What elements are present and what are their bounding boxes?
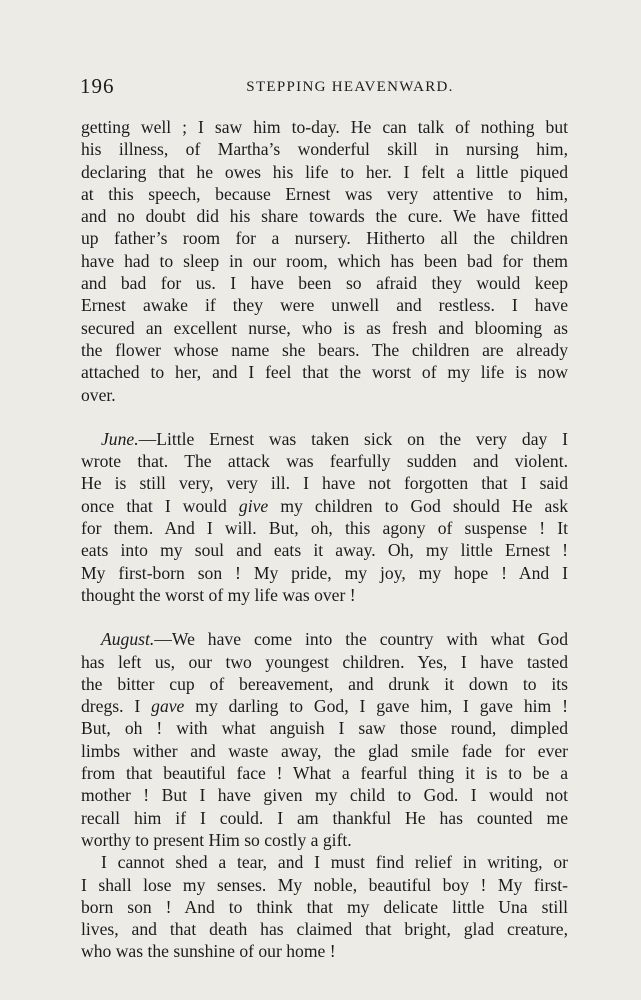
emphasis-give: give [238, 495, 269, 516]
paragraph-gap [81, 406, 568, 428]
text-line: I cannot shed a tear, and I must find relief in writing, or [101, 852, 568, 873]
paragraph-august [81, 628, 568, 851]
text-line: lives, and that death has claimed that bright, glad creature, [81, 919, 568, 940]
text-line: attached to her, and I feel that the worst of my life is now [81, 362, 568, 383]
text-line: August.—We have come into the country with what God [101, 629, 568, 650]
text-line: getting well ; I saw him to-day. He can talk of nothing but [81, 117, 568, 137]
text-line: from that beautiful face ! What a fearful thing it is to be a [81, 763, 568, 784]
text-line: have had to sleep in our room, which has been bad for them [81, 250, 568, 271]
paragraph-gap [81, 606, 568, 628]
text-line: recall him if I could. I am thankful He has counted me [81, 807, 568, 828]
dateline-june: June. [101, 428, 139, 449]
text-line: secured an excellent nurse, who is as fresh and blooming as [81, 317, 568, 338]
text-line: But, oh ! with what anguish I saw those round, dimpled [81, 718, 568, 739]
paragraph-4 [81, 851, 568, 962]
text-line: has left us, our two youngest children. Yes, I have tasted [81, 651, 568, 672]
text-line: He is still very, very ill. I have not forgotten that I said [81, 473, 568, 494]
paragraph-1 [81, 116, 568, 406]
text-line: dregs. I gave my darling to God, I gave him, I gave him ! [81, 696, 568, 717]
text-line: I shall lose my senses. My noble, beautiful boy ! My first- [81, 874, 568, 895]
text-line: born son ! And to think that my delicate little Una still [81, 896, 568, 917]
paragraph-june [81, 428, 568, 606]
text-line: Ernest awake if they were unwell and restless. I have [81, 295, 568, 316]
text-line: June.—Little Ernest was taken sick on the very day I [101, 428, 568, 449]
text-line: who was the sunshine of our home ! [81, 941, 336, 962]
text-line: once that I would give my children to God should He ask [81, 495, 568, 516]
text-line: over. [81, 384, 116, 405]
text-line: wrote that. The attack was fearfully sudden and violent. [81, 451, 568, 472]
text-line: up father’s room for a nursery. Hitherto all the children [81, 228, 568, 249]
text-line: and bad for us. I have been so afraid they would keep [81, 273, 568, 294]
text-line: the flower whose name she bears. The children are already [81, 339, 568, 360]
text-line: eats into my soul and eats it away. Oh, my little Ernest ! [81, 540, 568, 561]
text-line: and no doubt did his share towards the cure. We have fitted [81, 206, 568, 227]
text-line: for them. And I will. But, oh, this agony of suspense ! It [81, 518, 568, 539]
body-text [81, 116, 568, 963]
text-line: worthy to present Him so costly a gift. [81, 829, 352, 850]
emphasis-gave: gave [151, 696, 185, 717]
text-line: limbs wither and waste away, the glad smile fade for ever [81, 740, 568, 761]
text-line: declaring that he owes his life to her. I felt a little piqued [81, 161, 568, 182]
page-header [80, 74, 570, 100]
text-line: at this speech, because Ernest was very attentive to him, [81, 183, 568, 204]
text-line: his illness, of Martha’s wonderful skill in nursing him, [81, 139, 568, 160]
text-line: mother ! But I have given my child to God. I would not [81, 785, 568, 806]
text-line: thought the worst of my life was over ! [81, 584, 356, 605]
text-line: the bitter cup of bereavement, and drunk it down to its [81, 673, 568, 694]
running-title: STEPPING HEAVENWARD. [246, 79, 454, 95]
dateline-august: August. [101, 629, 155, 650]
page-number: 196 [80, 74, 115, 98]
text-line: My first-born son ! My pride, my joy, my hope ! And I [81, 562, 568, 583]
